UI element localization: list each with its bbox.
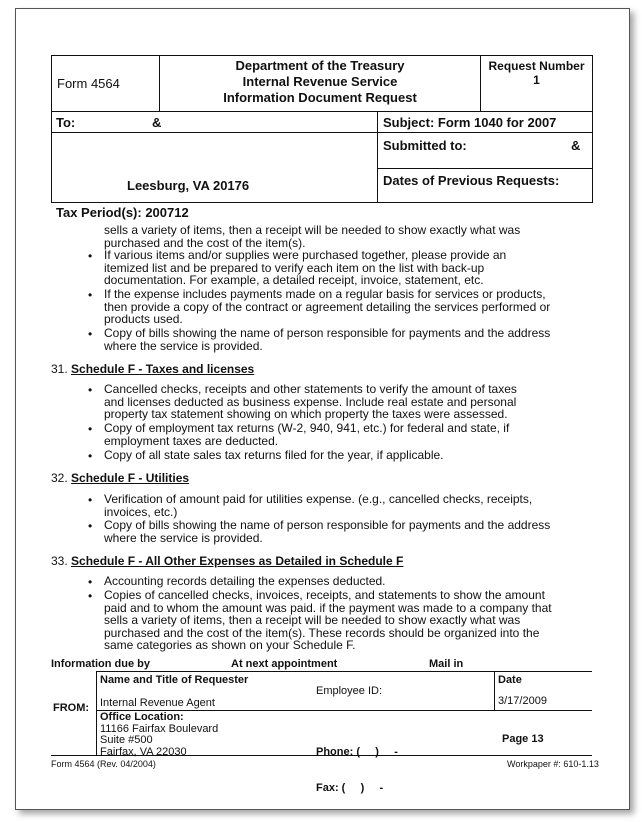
section-number: 33. [51,554,68,568]
bullet: • [88,249,93,263]
list-item [104,575,386,588]
phone: Phone: ( ) - [316,746,398,758]
list-item [104,449,444,462]
subject: Subject: Form 1040 for 2007 [383,115,557,130]
section-32-heading [51,471,189,485]
list-item [104,493,532,518]
date-label: Date [498,674,522,686]
bullet: • [88,493,93,507]
request-number [481,59,592,87]
text-line: Copies of cancelled checks, invoices, receipts, and statements to show the amount [104,588,545,602]
divider [96,671,97,755]
text-line: purchased and the cost of the item(s). [104,235,306,250]
dept-line: Information Document Request [223,90,417,105]
bullet: • [88,327,93,341]
text-line: where the service is provided. [104,338,263,353]
list-item [104,327,550,352]
text-line: Copy of all state sales tax returns filed for the year, if applicable. [104,448,444,462]
department-title [160,58,480,106]
text-line: and licenses deducted as business expense. Include real estate and personal [104,394,517,409]
dept-line: Department of the Treasury [235,58,405,73]
text-line: documentation. For example, a detailed receipt, invoice, statement, etc. [104,273,484,287]
divider [52,111,592,112]
bullet: • [88,575,93,589]
divider [494,671,495,711]
form-revision: Form 4564 (Rev. 04/2004) [51,759,156,769]
form-number: Form 4564 [57,76,120,91]
page-number: Page 13 [502,733,544,745]
bullet: • [88,383,93,397]
bullet: • [88,288,93,302]
section-33-heading [51,554,403,568]
list-item [104,249,506,287]
text-line: If the expense includes payments made on a regular basis for services or products, [104,287,546,301]
continued-paragraph [104,224,520,249]
address-city: Leesburg, VA 20176 [127,178,250,193]
office-line: 11166 Fairfax Boulevard [100,722,219,735]
divider [96,671,592,672]
bullet: • [88,449,93,463]
text-line: Cancelled checks, receipts and other statements to verify the amount of taxes [104,382,517,396]
section-number: 31. [51,362,68,376]
text-line: Copy of bills showing the name of person responsible for payments and the address [104,326,551,340]
contact-numbers [316,722,398,818]
workpaper-number: Workpaper #: 610-1.13 [507,759,599,769]
text-line: employment taxes are deducted. [104,433,279,448]
form-header [51,55,593,203]
list-item [104,422,509,447]
office-location [100,712,218,758]
section-title: Schedule F - Taxes and licenses [71,362,255,376]
information-due-label: Information due by [51,658,150,670]
submitted-to-label: Submitted to: [383,138,467,153]
document-page [15,8,630,810]
section-title: Schedule F - All Other Expenses as Detailed in Schedule F [71,554,404,568]
text-line: purchased and the cost of the item(s). These records should be organized into the [104,625,540,640]
text-line: same categories as shown on your Schedule F. [104,638,356,652]
text-line: sells a variety of items, then a receipt will be needed to show exactly what was [104,613,521,627]
divider [377,168,592,169]
list-item [104,288,550,326]
text-line: Verification of amount paid for utilities expense. (e.g., cancelled checks, receipts, [104,492,533,506]
mail-in: Mail in [429,658,464,670]
text-line: paid and to whom the amount was paid. if the payment was made to a company that [104,600,552,615]
submitted-ampersand: & [571,138,581,153]
divider [377,111,378,202]
text-line: invoices, etc.) [104,504,178,519]
from-label: FROM: [53,702,90,714]
divider [52,132,592,133]
office-line: Suite #500 [100,734,153,746]
date-value: 3/17/2009 [498,695,547,707]
text-line: If various items and/or supplies were purchased together, please provide an [104,248,507,262]
text-line: Copy of bills showing the name of person responsible for payments and the address [104,518,551,532]
to-label: To: [56,115,76,130]
name-title-label: Name and Title of Requester [100,674,249,686]
text-line: sells a variety of items, then a receipt will be needed to show exactly what was [104,223,521,237]
bullet: • [88,589,93,603]
agent-title: Internal Revenue Agent [100,697,215,709]
next-appointment: At next appointment [231,658,338,670]
section-title: Schedule F - Utilities [71,471,190,485]
text-line: where the service is provided. [104,530,263,545]
dates-previous-requests: Dates of Previous Requests: [383,173,560,188]
text-line: then provide a copy of the contract or agreement detailing the services performed or [104,299,551,314]
list-item [104,383,517,421]
list-item [104,519,550,544]
to-ampersand: & [152,115,162,130]
text-line: Accounting records detailing the expenses deducted. [104,574,386,588]
dept-line: Internal Revenue Service [242,74,398,89]
request-number-label: Request Number [488,59,585,73]
office-line: Fairfax, VA 22030 [100,745,187,758]
tax-period: Tax Period(s): 200712 [56,205,189,220]
section-number: 32. [51,471,68,485]
text-line: products used. [104,312,183,326]
request-number-value: 1 [533,73,540,87]
bullet: • [88,519,93,533]
list-item [104,589,552,652]
text-line: property tax statement showing on which property the taxes were assessed. [104,407,508,421]
text-line: itemized list and be prepared to verify each item on the list with back-up [104,260,485,275]
bullet: • [88,422,93,436]
office-label: Office Location: [100,711,184,723]
fax: Fax: ( ) - [316,782,384,794]
section-31-heading [51,362,254,376]
text-line: Copy of employment tax returns (W-2, 940, 941, etc.) for federal and state, if [104,421,510,435]
employee-id-label: Employee ID: [316,685,383,697]
